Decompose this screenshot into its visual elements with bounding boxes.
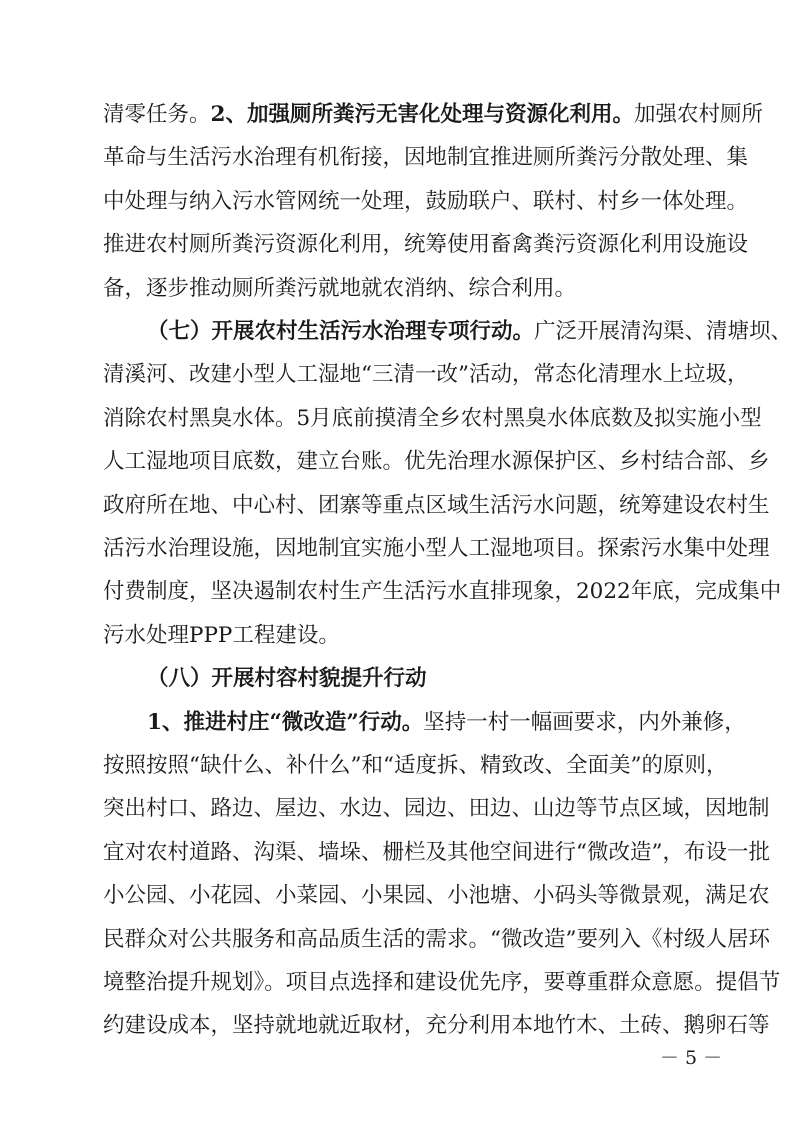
text-line: 宜对农村道路、沟渠、墙垛、栅栏及其他空间进行“微改造”，布设一批 bbox=[103, 839, 770, 865]
text-line: 清溪河、改建小型人工湿地“三清一改”活动，常态化清理水上垃圾， bbox=[103, 362, 749, 388]
line-text: 清零任务。 bbox=[103, 102, 211, 127]
text-line: 小公园、小花园、小菜园、小果园、小池塘、小码头等微景观，满足农 bbox=[103, 883, 770, 909]
text-line: 突出村口、路边、屋边、水边、园边、田边、山边等节点区域，因地制 bbox=[103, 796, 770, 822]
section-line bbox=[147, 317, 793, 347]
text-line: 人工湿地项目底数，建立台账。优先治理水源保护区、乡村结合部、乡 bbox=[103, 449, 770, 475]
text-line: 付费制度，坚决遏制农村生产生活污水直排现象，2022年底，完成集中 bbox=[103, 579, 782, 605]
section-heading: （八）开展村容村貌提升行动 bbox=[147, 666, 427, 692]
section-heading: （七）开展农村生活污水治理专项行动。 bbox=[147, 319, 535, 344]
text-line: 革命与生活污水治理有机衔接，因地制宜推进厕所粪污分散处理、集 bbox=[103, 145, 749, 171]
heading-inline: 2、加强厕所粪污无害化处理与资源化利用。 bbox=[210, 102, 634, 127]
subsection-line bbox=[147, 708, 746, 738]
text-line: 中处理与纳入污水管网统一处理，鼓励联户、联村、村乡一体处理。 bbox=[103, 188, 749, 214]
line-text: 加强农村厕所 bbox=[633, 102, 763, 127]
text-line: 境整治提升规划》。项目点选择和建设优先序，要尊重群众意愿。提倡节 bbox=[103, 970, 781, 995]
text-line: 约建设成本，坚持就地就近取材，充分利用本地竹木、土砖、鹅卵石等 bbox=[103, 1013, 770, 1039]
line-text: 坚持一村一幅画要求，内外兼修， bbox=[423, 709, 746, 735]
text-line: 消除农村黑臭水体。5月底前摸清全乡农村黑臭水体底数及拟实施小型 bbox=[103, 405, 762, 431]
text-line: 民群众对公共服务和高品质生活的需求。“微改造”要列入《村级人居环 bbox=[103, 926, 770, 952]
subsection-heading: 1、推进村庄“微改造”行动。 bbox=[147, 709, 424, 735]
text-line: 推进农村厕所粪污资源化利用，统筹使用畜禽粪污资源化利用设施设 bbox=[103, 232, 749, 258]
text-line: 污水处理PPP工程建设。 bbox=[103, 622, 340, 648]
text-line: 备，逐步推动厕所粪污就地就农消纳、综合利用。 bbox=[103, 275, 577, 301]
text-line: 政府所在地、中心村、团寨等重点区域生活污水问题，统筹建设农村生 bbox=[103, 492, 770, 518]
page-number: － 5 － bbox=[660, 1047, 723, 1069]
text-line bbox=[103, 100, 763, 130]
text-line: 按照按照“缺什么、补什么”和“适度拆、精致改、全面美”的原则， bbox=[103, 753, 728, 778]
line-text: 广泛开展清沟渠、清塘坝、 bbox=[534, 319, 793, 344]
text-line: 活污水治理设施，因地制宜实施小型人工湿地项目。探索污水集中处理 bbox=[103, 536, 770, 561]
